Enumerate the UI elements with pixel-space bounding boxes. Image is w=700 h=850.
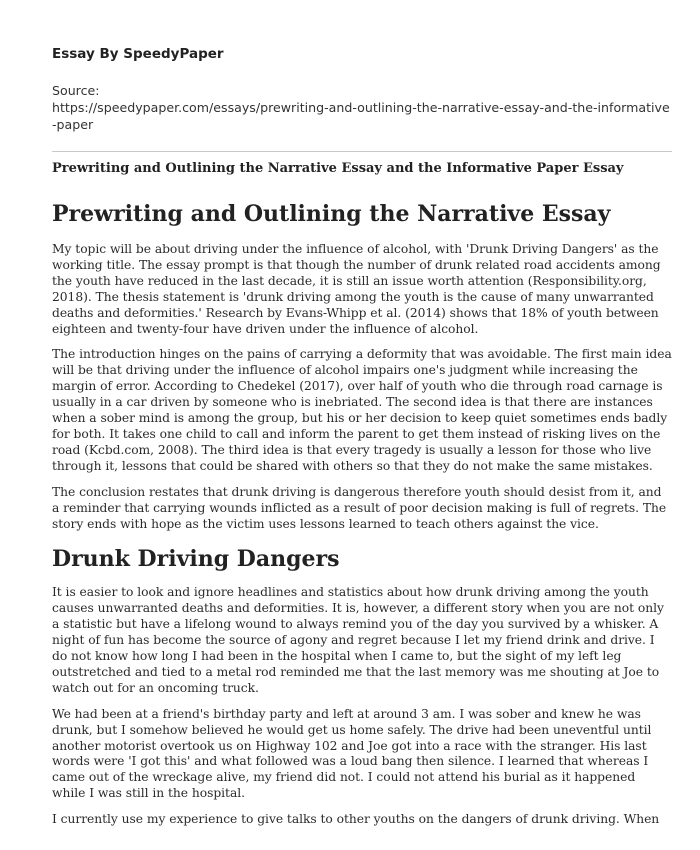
essay-body: [0, 201, 700, 828]
brand-title: Essay By SpeedyPaper: [52, 46, 224, 62]
section-heading-prewriting: Prewriting and Outlining the Narrative Essay: [52, 201, 611, 227]
paragraph: It is easier to look and ignore headlines and statistics about how drunk driving among the youth causes unwarranted deaths and deformities. It is, however, a different story when you are not only a statistic but have a lifelong wound to always remind you of the day you survived by a whisker. A night of fun has become the source of agony and regret because I let my friend drink and drive. I do not know how long I had been in the hospital when I came to, but the sight of my left leg outstretched and tied to a metal rod reminded me that the last memory was me shouting at Joe to watch out for an oncoming truck.: [52, 585, 664, 695]
header-divider: [52, 151, 672, 152]
paragraph: The introduction hinges on the pains of carrying a deformity that was avoidable. The first main idea will be that driving under the influence of alcohol impairs one's judgment while increasing the margin of error. According to Chedekel (2017), over half of youth who die through road carnage is usually in a car driven by someone who is inebriated. The second idea is that there are instances when a sober mind is among the group, but his or her decision to keep quiet sometimes ends badly for both. It takes one child to call and inform the parent to get them instead of risking lives on the road (Kcbd.com, 2008). The third idea is that every tragedy is usually a lesson for those who live through it, lessons that could be shared with others so that they do not make the same mistakes.: [52, 347, 672, 473]
paragraph: I currently use my experience to give talks to other youths on the dangers of drunk driving. When: [52, 812, 660, 827]
source-label: Source:: [52, 83, 100, 98]
source-url: https://speedypaper.com/essays/prewriting-and-outlining-the-narrative-essay-and-the-informative-paper: [52, 100, 670, 132]
section-heading-drunk-driving-dangers: Drunk Driving Dangers: [52, 546, 340, 573]
paragraph: The conclusion restates that drunk driving is dangerous therefore youth should desist from it, and a reminder that carrying wounds inflicted as a result of poor decision making is full of regrets. The story ends with hope as the victim uses lessons learned to teach others against the vice.: [52, 484, 667, 531]
paragraph: We had been at a friend's birthday party and left at around 3 am. I was sober and knew he was drunk, but I somehow believed he would get us home safely. The drive had been uneventful until another motorist overtook us on Highway 102 and Joe got into a race with the stranger. His last words were 'I got this' and what followed was a loud bang then silence. I learned that whereas I came out of the wreckage alive, my friend did not. I could not attend his burial as it happened while I was still in the hospital.: [52, 706, 652, 801]
paragraph: My topic will be about driving under the influence of alcohol, with 'Drunk Driving Dangers' as the working title. The essay prompt is that though the number of drunk related road accidents among the youth have reduced in the last decade, it is still an issue worth attention (Responsibility.org, 2018). The thesis statement is 'drunk driving among the youth is the cause of many unwarranted deaths and deformities.' Research by Evans-Whipp et al. (2014) shows that 18% of youth between eighteen and twenty-four have driven under the influence of alcohol.: [52, 242, 661, 336]
document-header: [0, 0, 700, 133]
document-title: Prewriting and Outlining the Narrative Essay and the Informative Paper Essay: [52, 161, 624, 176]
